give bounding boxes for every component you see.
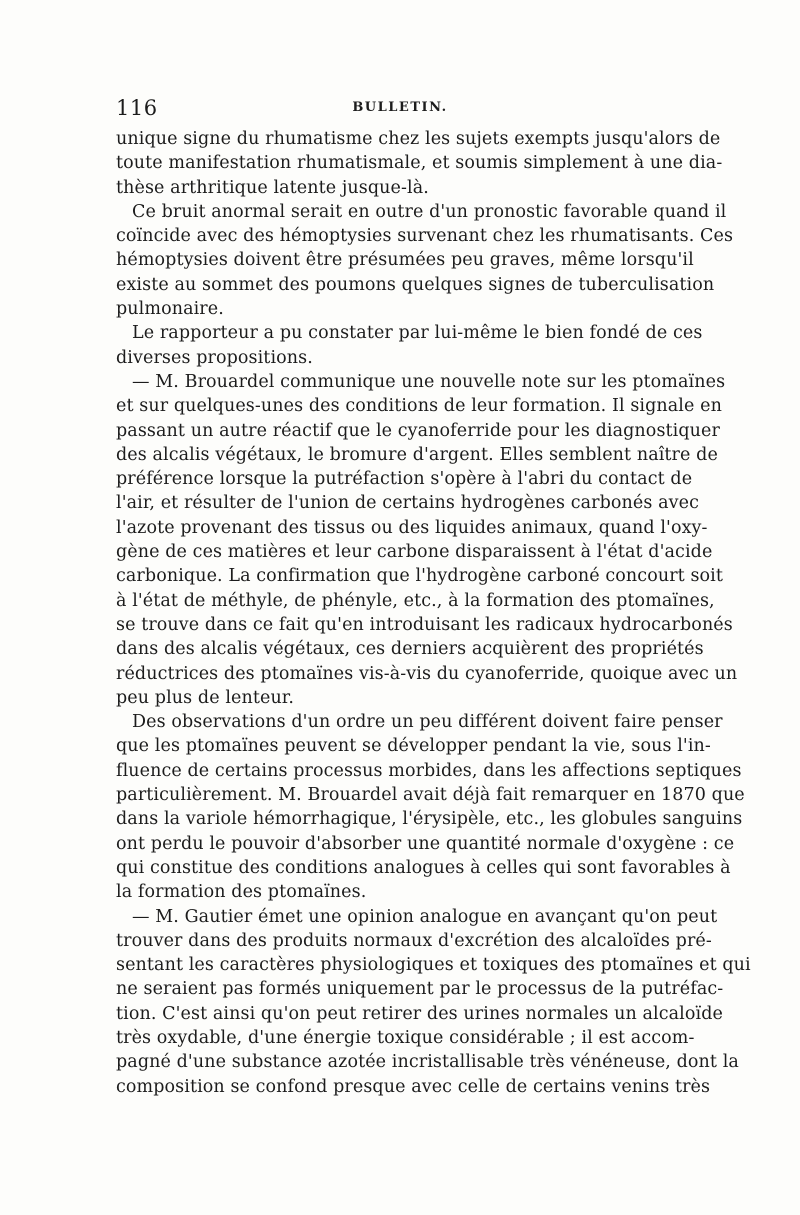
text-line: — M. Gautier émet une opinion analogue en avançant qu'on peut (132, 906, 718, 927)
text-line: diverses propositions. (116, 347, 313, 368)
text-line: préférence lorsque la putréfaction s'opère à l'abri du contact de (116, 469, 693, 490)
text-line: Le rapporteur a pu constater par lui-même le bien fondé de ces (132, 323, 703, 344)
text-line: l'air, et résulter de l'union de certains hydrogènes carbonés avec (116, 493, 699, 514)
paragraph (116, 321, 703, 370)
text-line: réductrices des ptomaïnes vis-à-vis du cyanoferride, quoique avec un (116, 663, 738, 684)
text-line: composition se confond presque avec celle de certains venins très (116, 1076, 711, 1097)
text-line: des alcalis végétaux, le bromure d'argent. Elles semblent naître de (116, 444, 718, 465)
body-text (116, 127, 751, 1099)
text-line: passant un autre réactif que le cyanoferride pour les diagnostiquer (116, 420, 720, 441)
text-line: pulmonaire. (116, 299, 224, 320)
text-line: thèse arthritique latente jusque-là. (116, 177, 429, 198)
text-line: dans la variole hémorrhagique, l'érysipèle, etc., les globules sanguins (116, 809, 743, 830)
paragraph (116, 710, 745, 904)
text-line: hémoptysies doivent être présumées peu graves, même lorsqu'il (116, 250, 694, 271)
text-line: Ce bruit anormal serait en outre d'un pronostic favorable quand il (132, 201, 727, 222)
text-line: gène de ces matières et leur carbone disparaissent à l'état d'acide (116, 542, 713, 563)
text-line: tion. C'est ainsi qu'on peut retirer des urines normales un alcaloïde (116, 1003, 723, 1024)
text-line: et sur quelques-unes des conditions de leur formation. Il signale en (116, 396, 722, 417)
text-line: particulièrement. M. Brouardel avait déjà fait remarquer en 1870 que (116, 785, 745, 806)
text-line: carbonique. La confirmation que l'hydrogène carboné concourt soit (116, 566, 724, 587)
text-line: fluence de certains processus morbides, dans les affections septiques (116, 760, 742, 781)
text-line: à l'état de méthyle, de phényle, etc., à la formation des ptomaïnes, (116, 590, 715, 611)
running-title: BULLETIN. (352, 100, 448, 115)
text-line: ont perdu le pouvoir d'absorber une quantité normale d'oxygène : ce (116, 833, 735, 854)
page-number: 116 (116, 96, 158, 120)
text-line: sentant les caractères physiologiques et toxiques des ptomaïnes et qui (116, 955, 751, 976)
text-line: coïncide avec des hémoptysies survenant chez les rhumatisants. Ces (116, 226, 734, 247)
text-line: toute manifestation rhumatismale, et soumis simplement à une dia- (116, 153, 723, 174)
text-line: la formation des ptomaïnes. (116, 882, 367, 903)
paragraph (116, 200, 734, 321)
text-line: se trouve dans ce fait qu'en introduisant les radicaux hydrocarbonés (116, 614, 733, 635)
text-line: unique signe du rhumatisme chez les sujets exempts jusqu'alors de (116, 129, 721, 149)
paragraph (116, 370, 738, 710)
text-line: qui constitue des conditions analogues à celles qui sont favorables à (116, 857, 731, 878)
paragraph (116, 127, 723, 200)
text-line: existe au sommet des poumons quelques signes de tuberculisation (116, 274, 715, 295)
text-line: — M. Brouardel communique une nouvelle note sur les ptomaïnes (132, 371, 726, 392)
text-line: trouver dans des produits normaux d'excrétion des alcaloïdes pré- (116, 930, 712, 951)
text-line: peu plus de lenteur. (116, 687, 295, 708)
page-header (116, 96, 684, 126)
text-line: Des observations d'un ordre un peu différent doivent faire penser (132, 712, 723, 733)
paragraph (116, 905, 751, 1099)
text-line: ne seraient pas formés uniquement par le processus de la putréfac- (116, 979, 724, 1000)
text-line: l'azote provenant des tissus ou des liquides animaux, quand l'oxy- (116, 517, 708, 538)
text-line: très oxydable, d'une énergie toxique considérable ; il est accom- (116, 1027, 695, 1048)
text-line: dans des alcalis végétaux, ces derniers acquièrent des propriétés (116, 639, 704, 660)
text-line: pagné d'une substance azotée incristallisable très vénéneuse, dont la (116, 1052, 739, 1073)
text-line: que les ptomaïnes peuvent se développer pendant la vie, sous l'in- (116, 736, 711, 757)
